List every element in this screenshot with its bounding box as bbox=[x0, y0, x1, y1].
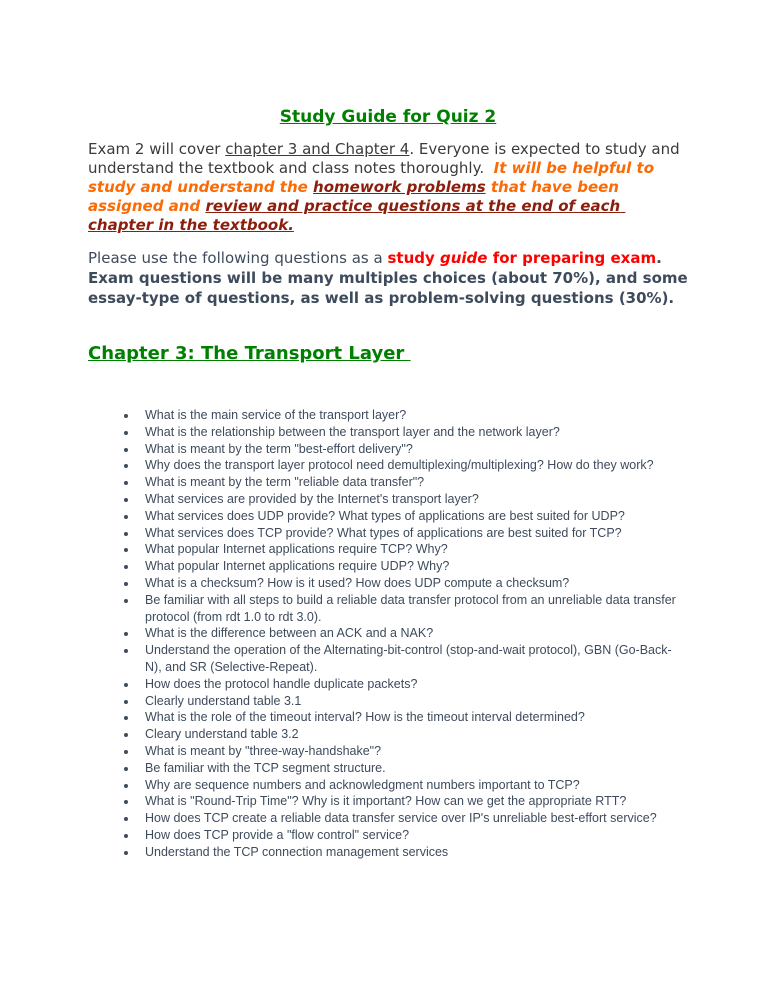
question-item: • Be familiar with the TCP segment structure. bbox=[138, 760, 688, 777]
question-item: • What is a checksum? How is it used? How does UDP compute a checksum? bbox=[138, 575, 688, 592]
usage-bold-exam-format: Exam questions will be many multiples choices (about 70%), and some essay-type of questions, as well as problem-solving questions (30%). bbox=[88, 269, 693, 307]
question-item: • How does TCP provide a "flow control" service? bbox=[138, 827, 688, 844]
question-item: • Understand the operation of the Alternating-bit-control (stop-and-wait protocol), GBN (Go-Back-N), and SR (Selective-Repeat). bbox=[138, 642, 688, 676]
intro-text-2: . Everyone is expected to study and understand the textbook and class notes thoroughly. bbox=[88, 140, 685, 177]
usage-red-study: study bbox=[387, 249, 440, 267]
question-item: • How does the protocol handle duplicate packets? bbox=[138, 676, 688, 693]
intro-darkred-review: review and practice questions at the end of each chapter in the textbook. bbox=[88, 197, 626, 234]
question-item: • Why are sequence numbers and acknowledgment numbers important to TCP? bbox=[138, 777, 688, 794]
question-item: • What is meant by "three-way-handshake"? bbox=[138, 743, 688, 760]
intro-paragraph bbox=[88, 140, 688, 235]
question-item: • What is the main service of the transport layer? bbox=[138, 407, 688, 424]
usage-red-guide-italic: guide bbox=[440, 249, 488, 267]
usage-red-preparing-exam: for preparing exam bbox=[487, 249, 657, 267]
chapter3-heading: Chapter 3: The Transport Layer bbox=[88, 343, 411, 364]
question-item: • What popular Internet applications require TCP? Why? bbox=[138, 541, 688, 558]
question-item: • Clearly understand table 3.1 bbox=[138, 693, 688, 710]
question-item: • What services does UDP provide? What types of applications are best suited for UDP? bbox=[138, 508, 688, 525]
usage-period: . bbox=[656, 249, 668, 267]
intro-chapters-underlined: chapter 3 and Chapter 4 bbox=[225, 140, 410, 158]
usage-paragraph bbox=[88, 248, 693, 308]
intro-orange-emphasis-2: that have been assigned and bbox=[88, 178, 625, 215]
question-item: • What is the role of the timeout interval? How is the timeout interval determined? bbox=[138, 709, 688, 726]
question-item: • What services are provided by the Internet's transport layer? bbox=[138, 491, 688, 508]
question-item: • What is meant by the term "reliable data transfer"? bbox=[138, 474, 688, 491]
intro-orange-emphasis-1: It will be helpful to study and understand the bbox=[88, 159, 660, 196]
document-title: Study Guide for Quiz 2 bbox=[279, 107, 497, 127]
question-item: • What is the difference between an ACK and a NAK? bbox=[138, 625, 688, 642]
intro-darkred-homework: homework problems bbox=[313, 178, 486, 196]
question-item: • What services does TCP provide? What types of applications are best suited for TCP? bbox=[138, 525, 688, 542]
usage-text-1: Please use the following questions as a bbox=[88, 249, 388, 267]
question-item: • Cleary understand table 3.2 bbox=[138, 726, 688, 743]
question-item: • Understand the TCP connection management services bbox=[138, 844, 688, 861]
question-item: • What is meant by the term "best-effort delivery"? bbox=[138, 441, 688, 458]
question-item: • How does TCP create a reliable data transfer service over IP's unreliable best-effort service? bbox=[138, 810, 688, 827]
question-list bbox=[88, 407, 688, 861]
question-item: • What popular Internet applications require UDP? Why? bbox=[138, 558, 688, 575]
question-item: • What is the relationship between the transport layer and the network layer? bbox=[138, 424, 688, 441]
question-item: • Be familiar with all steps to build a reliable data transfer protocol from an unreliable data transfer protocol (from rdt 1.0 to rdt 3.0). bbox=[138, 592, 688, 626]
question-item: • What is "Round-Trip Time"? Why is it important? How can we get the appropriate RTT? bbox=[138, 793, 688, 810]
question-item: • Why does the transport layer protocol need demultiplexing/multiplexing? How do they work? bbox=[138, 457, 688, 474]
intro-text-1: Exam 2 will cover bbox=[88, 140, 226, 158]
